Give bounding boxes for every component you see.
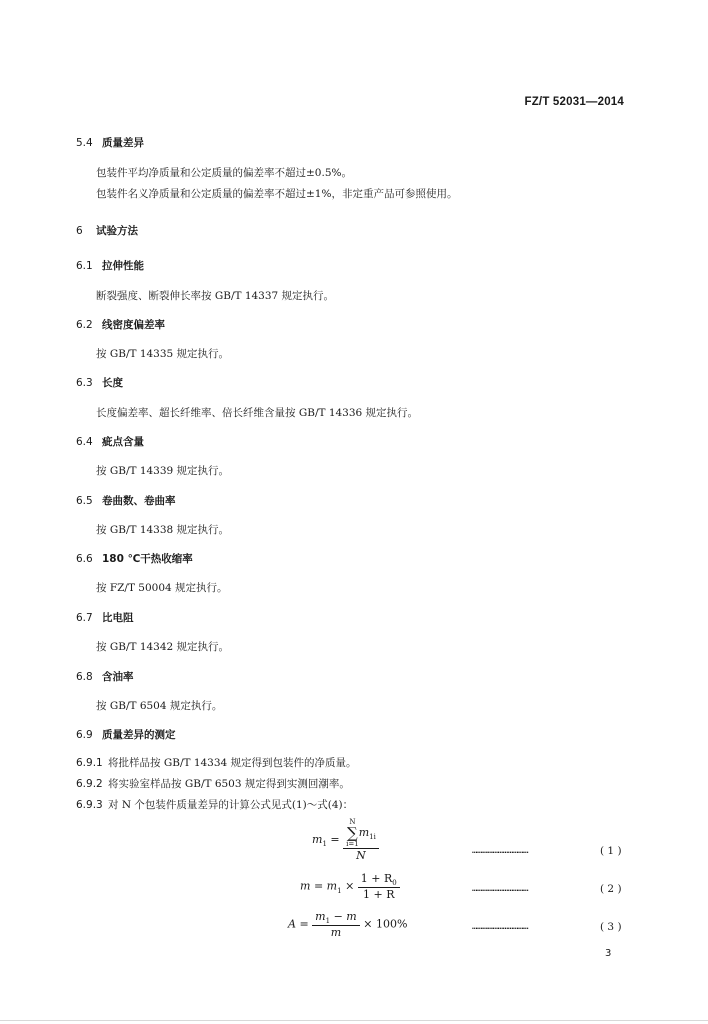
paragraph: 按 GB/T 14338 规定执行。 xyxy=(96,524,230,536)
formula-2: $m = m_1$ × $\frac{1 + R_0}{1 + R}$ xyxy=(300,872,400,901)
section-number: 6.1 xyxy=(76,260,93,272)
section-title: 比电阻 xyxy=(102,612,134,624)
section-number: 5.4 xyxy=(76,137,93,149)
section-title: 试验方法 xyxy=(96,225,138,237)
section-number: 6.3 xyxy=(76,377,93,389)
page-bottom-divider xyxy=(0,1020,708,1021)
section-heading-6-3 xyxy=(76,375,123,390)
leader-dots: …………………………… xyxy=(472,922,529,932)
section-heading-6-6 xyxy=(76,551,193,566)
paragraph: 断裂强度、断裂伸长率按 GB/T 14337 规定执行。 xyxy=(96,290,335,302)
section-title: 长度 xyxy=(102,377,123,389)
subclause-number: 6.9.3 xyxy=(76,799,103,811)
paragraph: 按 GB/T 14339 规定执行。 xyxy=(96,465,230,477)
sigma-symbol: ∑ xyxy=(347,824,358,842)
page-number: 3 xyxy=(605,948,612,959)
leader-dots: …………………………… xyxy=(472,884,529,894)
section-title: 质量差异的测定 xyxy=(102,729,176,741)
section-heading-6-9 xyxy=(76,727,176,742)
formula-lhs-subscript: 1 xyxy=(322,840,327,849)
formula-1: $m_1$ = N ∑ i=1 $m_{1i}$ N xyxy=(312,818,379,862)
formula-lhs: A xyxy=(288,917,296,931)
section-heading-6-7 xyxy=(76,610,134,625)
section-number: 6.5 xyxy=(76,495,93,507)
formula-denominator: N xyxy=(356,849,366,862)
subclause-number: 6.9.1 xyxy=(76,757,103,769)
section-heading-6-2 xyxy=(76,317,165,332)
section-title: 质量差异 xyxy=(102,137,144,149)
subclause-6-9-3 xyxy=(76,797,353,812)
formula-rhs-var: m xyxy=(326,879,338,893)
section-title: 线密度偏差率 xyxy=(102,319,165,331)
numerator-term-a: m xyxy=(315,910,326,923)
percent-factor: × 100% xyxy=(363,917,408,931)
section-heading-6-5 xyxy=(76,493,176,508)
numerator-term-a-subscript: 1 xyxy=(325,917,331,926)
paragraph: 按 GB/T 14342 规定执行。 xyxy=(96,641,230,653)
document-header: FZ/T 52031—2014 xyxy=(524,96,624,108)
sum-term: m xyxy=(358,826,370,839)
equation-number-1: ( 1 ) xyxy=(600,845,622,857)
subclause-6-9-2 xyxy=(76,776,350,791)
formula-lhs: m xyxy=(312,833,323,846)
subclause-text: 将批样品按 GB/T 14334 规定得到包装件的净质量。 xyxy=(108,757,357,769)
subclause-text: 将实验室样品按 GB/T 6503 规定得到实测回潮率。 xyxy=(108,778,350,790)
subclause-6-9-1 xyxy=(76,755,357,770)
fraction-denominator: 1 + R xyxy=(363,888,395,902)
section-number: 6.8 xyxy=(76,671,93,683)
section-number: 6.9 xyxy=(76,729,93,741)
paragraph: 包装件平均净质量和公定质量的偏差率不超过±0.5%。 xyxy=(96,167,352,179)
fraction-numerator: 1 + R xyxy=(360,872,393,885)
formula-lhs: m xyxy=(300,879,311,893)
section-title: 卷曲数、卷曲率 xyxy=(102,495,176,507)
formula-fraction xyxy=(358,872,400,901)
section-heading-6 xyxy=(76,223,138,238)
paragraph: 按 GB/T 6504 规定执行。 xyxy=(96,700,223,712)
section-number: 6.6 xyxy=(76,553,93,565)
sum-lower-limit: i=1 xyxy=(346,840,359,848)
section-title: 180 ℃干热收缩率 xyxy=(102,553,193,565)
section-title: 含油率 xyxy=(102,671,134,683)
equation-number-2: ( 2 ) xyxy=(600,883,622,895)
section-heading-5-4 xyxy=(76,135,144,150)
paragraph: 包装件名义净质量和公定质量的偏差率不超过±1%，非定重产品可参照使用。 xyxy=(96,188,458,200)
leader-dots: …………………………… xyxy=(472,846,529,856)
paragraph: 按 GB/T 14335 规定执行。 xyxy=(96,348,230,360)
sum-upper-limit: N xyxy=(349,818,356,826)
section-title: 疵点含量 xyxy=(102,436,144,448)
section-title: 拉伸性能 xyxy=(102,260,144,272)
formula-rhs-subscript: 1 xyxy=(337,886,342,895)
section-number: 6 xyxy=(76,225,83,237)
subclause-number: 6.9.2 xyxy=(76,778,103,790)
formula-fraction: $\frac{m_1 - m}{m}$ xyxy=(312,910,360,939)
section-heading-6-8 xyxy=(76,669,134,684)
sum-term-subscript: 1i xyxy=(369,833,376,842)
paragraph: 长度偏差率、超长纤维率、倍长纤维含量按 GB/T 14336 规定执行。 xyxy=(96,407,419,419)
numerator-term-b: m xyxy=(346,910,357,923)
formula-3: A = $\frac{m_1 - m}{m}$ × 100% xyxy=(288,910,408,940)
equation-number-3: ( 3 ) xyxy=(600,921,622,933)
section-heading-6-1 xyxy=(76,258,144,273)
subclause-text: 对 N 个包装件质量差异的计算公式见式(1)～式(4)： xyxy=(108,799,354,811)
section-number: 6.7 xyxy=(76,612,93,624)
formula-fraction xyxy=(343,818,379,862)
section-heading-6-4 xyxy=(76,434,144,449)
section-number: 6.4 xyxy=(76,436,93,448)
paragraph: 按 FZ/T 50004 规定执行。 xyxy=(96,582,228,594)
section-number: 6.2 xyxy=(76,319,93,331)
fraction-numerator-subscript: 0 xyxy=(392,879,397,888)
fraction-denominator: m xyxy=(330,926,342,940)
